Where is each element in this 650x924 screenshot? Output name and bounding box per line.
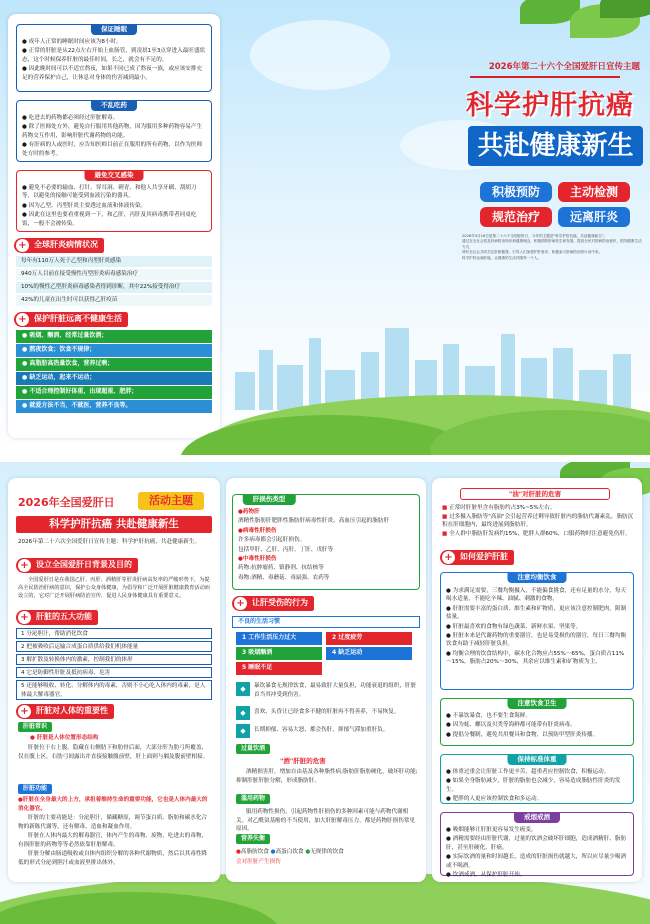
- unhealthy-item: ● 高脂肪高热量饮食，营养过剩；: [16, 358, 212, 371]
- section-header-care-liver: [440, 550, 514, 565]
- subheading-liver-function: 肝脏功能: [18, 784, 52, 794]
- damage-type-title: ●中毒性肝损伤: [238, 555, 277, 562]
- year-theme: 2026年第二十六个全国爱肝日宣传主题: [488, 62, 640, 72]
- pill-detection: 主动检测: [558, 182, 630, 202]
- liver-location-text: 肝脏位于右上腹，隐藏在右侧肋下和肋骨后面，大部分肝为肋弓所覆盖，仅在腹上区，右肋弓间露出并直接接触腹前壁，肝上面则与膈及腹前壁相接。: [18, 745, 209, 760]
- box-item: ● 因此晚时间可以不适宜熬夜，如果不同已成了熬夜一族，或应该安排充足的营养保护自己，让休息对身体的伤害减到最小。: [22, 66, 203, 81]
- section-title: 让肝受伤的行为: [252, 598, 308, 607]
- oil-harm-item: ■ 全人群中脂肪肝发病约15%，肥胖人群60%，口服药物时注意避免伤肝。: [442, 530, 631, 537]
- unhealthy-item: ● 熬夜饮食；饮食不规律；: [16, 344, 212, 357]
- section-header-importance: [16, 704, 114, 719]
- box-title: 戒烟戒酒: [514, 812, 560, 823]
- liver-location-heading: ● 肝脏是人体位置形态结构: [30, 735, 99, 741]
- function-item: 3 解扩散及转换体内的激素，控制我们的体形: [16, 654, 212, 665]
- box-item: ● 避免不必要的输血、打针、穿耳洞、刺青、和他人共享牙刷、刮胡刀等，以避免的接触可能受到血液污染的器具。: [22, 185, 197, 200]
- habit-item: 2 过度疲劳: [326, 632, 412, 645]
- box-item: ● 肝脏本来是代谢药物的重要器官，也是易受损伤的器官，每日三餐均衡饮食有助于减轻肝脏负担。: [446, 632, 627, 648]
- pill-prevention: 积极预防: [480, 182, 552, 202]
- event-theme-badge: 活动主题: [138, 492, 204, 510]
- front-panel: [0, 0, 650, 455]
- box-item: ● 不暴饮暴食，也不要生食海鲜。: [446, 713, 531, 719]
- oil-harm-list: [442, 504, 634, 539]
- box-title: 注意饮食卫生: [508, 698, 567, 709]
- stat-row: 每年有110万人死于乙型和丙型肝炎感染: [16, 256, 212, 268]
- section-header-protect-liver: [14, 312, 128, 327]
- habit-item: 1 工作生活压力过大: [236, 632, 322, 645]
- bullet-icon: ◆: [236, 682, 250, 696]
- drugs-text: 服用药物性损伤，引起药物性肝损伤的多种因素可能与药物代谢相关。对乙酰氨基酚的不当使用，加大肝脏解毒压力，都是药物肝损伤常见原因。: [236, 809, 416, 833]
- box-title: 不乱吃药: [91, 100, 137, 111]
- balanced-diet-box: [440, 572, 634, 690]
- oil-harm-item: ■ 正常时肝脏里含有脂肪约占3%~5%左右。: [442, 505, 556, 511]
- habit-item: 4 缺乏运动: [326, 647, 412, 660]
- box-item: ● 饮酒戒酒，从保护肝脏开始。: [446, 871, 526, 878]
- unhealthy-item: ● 吸烟、酗酒、经常过量饮酒；: [16, 330, 212, 343]
- bad-habit-text: 长期抑郁、容易大怒、都会伤肝，抑郁气滞加重肝负。: [254, 727, 389, 733]
- box-item: ● 除了医师处方外，避免自行服用其他药物，因为服用多种药物容易产生药物交互作用，影响肝脏代谢药物的功能。: [22, 124, 203, 139]
- subheading-nutrition: 营养失衡: [236, 834, 270, 844]
- quit-smoking-box: [440, 812, 634, 876]
- section-title: 保护肝脏远离不健康生活: [34, 314, 122, 323]
- plus-icon: +: [16, 239, 29, 252]
- stats-list: [16, 256, 212, 306]
- small-line: 通过在全社会普及肝病防治知识和健康理念，积极预防肝病发生和发展，提高全民对肝病防治意识，倡导健康生活方式，: [462, 239, 642, 249]
- box-item: ● 因为乙型、丙型肝炎主要透过血液和体液传染。: [22, 202, 147, 209]
- section-title: 如何爱护肝脏: [460, 552, 508, 561]
- nutrition-harm: 会对肝脏产生损伤: [236, 859, 281, 865]
- section-title: 设立全国爱肝日背景及目的: [36, 560, 132, 569]
- box-title: 肝损伤类型: [243, 494, 296, 505]
- bad-habit-text: 喜欢、头昏让已经食多不健的肝脏再不得善养，不易恢复。: [254, 709, 400, 715]
- box-title: 保持标准体重: [508, 754, 567, 765]
- box-item: ● 如果全身脂肪减少，肝脏的脂肪也会减少，容易造成脂肪性肝炎的发生。: [446, 778, 621, 793]
- function-item: 4 它是防御性肝脏及抵抗病毒、危害: [16, 667, 212, 678]
- pill-treatment: 规范治疗: [480, 207, 552, 227]
- damage-types-box: [232, 494, 420, 590]
- bullet-icon: ◆: [236, 706, 250, 720]
- box-item: ● 吃进去的药物都必须经过肝脏解毒。: [22, 115, 119, 121]
- damage-type-text: 药物:抗肿瘤药、镇静剂、抗结核等: [238, 565, 324, 572]
- box-item: ● 体重过重会让肝脏工作更辛苦，超重者应控制饮食，积极运动。: [446, 769, 610, 775]
- box-item: ● 因为蚝、螺以及贝类等海鲜都可能带有肝炎病毒。: [446, 722, 576, 729]
- plus-icon: +: [16, 313, 29, 326]
- box-item: ● 肝脏最喜欢的食物有绿色蔬菜、新鲜水果、坚果等。: [446, 623, 582, 630]
- unhealthy-item: ● 不适合理控制好体重，出现超重、肥胖；: [16, 386, 212, 399]
- background-text: 全国爱肝日是在我国乙肝、丙肝、酒精肝等肝炎肝病高发率的严峻形势下，为提高全民防治肝病的意识，保护公众身体健康，为倡导和广泛开展肝脏健康教育活动而设立的，它对广泛开展肝病防治宣传，促进人民身体健康具有重要意义。: [18, 577, 210, 600]
- small-line: 呼吁全社会共同关注肝脏健康，引导人们加强护肝意识，积极参与肝病防治的行动中来。: [462, 250, 603, 255]
- damage-type-text: 包括甲肝、乙肝、丙肝、丁肝、戊肝等: [238, 546, 334, 553]
- stat-row: 10%的慢性乙型肝炎病毒感染者得到诊断，其中22%接受得治疗: [16, 282, 212, 294]
- damage-type-text: 毒物:酒精、毒蘑菇、毒鼠强、农药等: [238, 574, 330, 581]
- liver-function-red: ●肝脏在全身最大的上方，承担着维持生命的重要功能，它也是人体内最大的消化器官。: [18, 797, 208, 812]
- bullet-icon: ◆: [236, 724, 250, 738]
- section-title: 肝脏对人体的重要性: [36, 706, 108, 715]
- box-item: ● 均衡合理的饮食结构中，碳水化合物应占55%～65%，蛋白质占11%～15%，脂肪占20%～30%，其余应以维生素和矿物质为主。: [446, 650, 625, 666]
- box-item: ● 实际饮酒的量和时间越长，造成的肝脏损伤就越大，所以应尽量少喝酒或不喝酒。: [446, 854, 627, 869]
- title-line-2: 共赴健康新生: [468, 126, 643, 166]
- box-item: ● 肥胖的人更应该控制饮食和多运动。: [446, 796, 543, 803]
- subheading-alcohol: 过量饮酒: [236, 744, 270, 754]
- box-item: ● 有肝病的人或医时，应告知医师目前正在服用的所有药物，以作为医师处方时的参考。: [22, 142, 203, 157]
- bad-habit-text: 暴饮暴食无规律饮食，最易致肝大量负担，功能衰退的组织，肝脏首当其冲受到伤害。: [254, 683, 417, 698]
- section-header-background: [16, 558, 138, 573]
- leaf-decoration: [600, 0, 650, 18]
- liver-detox-text: 肝脏在人体内最大的解毒器官，体内产生的毒物、废物，吃进去的毒物，有损肝脏的药物等等必然依靠肝脏解毒。: [18, 833, 208, 848]
- small-line: 2026年3月18日是第二十六个全国爱肝日，今年的主题是"科学护肝抗癌，共赴健康新生"。: [462, 234, 608, 238]
- damage-type-text: 酒精性脂肪肝肥胖性脂肪肝病毒性肝炎、高血压引起的脂肪肝: [238, 518, 390, 525]
- damage-type-title: ●病毒性肝损伤: [238, 527, 277, 534]
- alcohol-text: 酒精损害肝，增加自由基及各种脂性病;脂肪肝脂肪硬化，破坏肝功能;抑制肝脏肝脏分解，形成脂肪肝。: [236, 769, 418, 784]
- box-item: ● 成年人正常的睡眠时间应该为8小时。: [22, 39, 122, 45]
- box-item: ● 为求满足需要，三餐均衡摄入，不能偏食挑食，还有足量的水分，每天喝水适量，不能吃辛辣、油腻、刺激的食物。: [446, 588, 627, 603]
- habit-item: 5 睡眠不足: [236, 662, 322, 675]
- liver-metabolism-text: 肝脏分解由肠道吸收或自体内组织分解的各种代谢物质，然后以其毒性降低的形式分泌到胆汁或血液里排出体外。: [18, 851, 208, 866]
- function-item: 1 分泌胆汁，帮助消化饮食: [16, 628, 212, 639]
- damage-type-title: ●药物肝: [238, 509, 260, 515]
- weight-box: [440, 754, 634, 804]
- subheading-drugs: 滥用药物: [236, 794, 270, 804]
- nutrition-list: ●高脂肪饮食 ●高蛋白饮食 ●无规律的饮食: [236, 849, 344, 855]
- cloud: [250, 20, 390, 90]
- intro-text: 2026年第二十六次全国爱肝日宣传主题：科学护肝抗癌，共赴健康新生。: [18, 539, 201, 545]
- section-title: 全球肝炎病情状况: [34, 240, 98, 249]
- food-hygiene-box: [440, 698, 634, 746]
- box-title: 避免交叉感染: [85, 170, 144, 181]
- function-item: 5 还能够吸收、转化、分解体内的毒素，否则不小心吃入体内的毒素，是人体最大解毒器官。: [16, 680, 212, 700]
- box-item: ● 正常的肝脏是从22点左右开始上血肠管，到凌晨1至3点穿进入最旺盛状态，这个时候保养肝脏的最佳时间，长之，就会有不足的。: [22, 48, 206, 63]
- plus-icon: +: [442, 551, 455, 564]
- cover-small-text: [462, 234, 642, 261]
- section-header-five-functions: [16, 610, 98, 625]
- stat-row: 42%的儿童在出生时可以获得乙肝疫苗: [16, 295, 212, 307]
- subheading-liver-knowledge: 肝脏常识: [18, 722, 52, 732]
- oil-harm-item: ■ 过多摄入脂肪等"高油"会引起营养过剩导致肝脏内的脂肪代谢紊乱，脂肪沉积在肝细胞内，最终进展到脂肪肝。: [442, 513, 634, 529]
- box-title: 保证睡眠: [91, 24, 137, 35]
- section-title: 肝脏的五大功能: [36, 612, 92, 621]
- bad-habits-title: 不良的生活习惯: [232, 616, 420, 628]
- box-title: 注意均衡饮食: [508, 572, 567, 583]
- plus-icon: +: [18, 611, 31, 624]
- liver-function-text: 肝脏的主要功能是：分泌胆汁，储藏糖原，调节蛋白质、脂肪和碳水化合物的新陈代谢等，还有解毒、造血和凝血作用。: [18, 815, 208, 830]
- damage-type-text: 许多病毒都会引起肝损伤。: [238, 537, 306, 544]
- theme-banner: 科学护肝抗癌 共赴健康新生: [16, 516, 212, 533]
- unhealthy-item: ● 缺乏运动，起来不运动；: [16, 372, 212, 385]
- title-line-1: 科学护肝抗癌: [466, 90, 634, 121]
- plus-icon: +: [18, 705, 31, 718]
- infection-box: [16, 170, 212, 232]
- sleep-box: [16, 24, 212, 92]
- habit-item: 3 吸烟酗酒: [236, 647, 322, 660]
- box-item: ● 提倡分餐制，避免共用餐具和食物，以预防甲型肝炎传播。: [446, 731, 599, 738]
- unhealthy-item: ● 就爱方法不当，不就医，营养不良等。: [16, 400, 212, 413]
- function-item: 2 把被吸收后运输合成蛋白质供给我们机体能量: [16, 641, 212, 652]
- box-item: ● 因此在这里也要看重视到一下，和乙肝，丙肝及其病毒携带者同桌吃饭，一般不会被传染。: [22, 212, 197, 227]
- box-item: ● 酒精需要经由肝脏代谢，过量的饮酒会破坏肝细胞，造成酒精肝、脂肪肝，甚至肝硬化、肝癌。: [446, 836, 627, 851]
- event-year-title: 2026年全国爱肝日: [18, 496, 115, 509]
- alcohol-harm-title: "酒"肝脏的危害: [280, 757, 326, 765]
- section-header-harmful-behavior: [232, 596, 314, 611]
- small-line: 科学护肝远离肝癌，让健康的生活伴随每一个人。: [462, 255, 542, 260]
- plus-icon: +: [234, 597, 247, 610]
- pill-away: 远离肝炎: [558, 207, 630, 227]
- inner-panel: [0, 462, 650, 924]
- unhealthy-list: [16, 330, 212, 414]
- stat-row: 940万人目前在接受慢性丙型肝炎病毒感染治疗: [16, 269, 212, 281]
- no-drugs-box: [16, 100, 212, 162]
- box-item: ● 肝脏需要丰富的蛋白质、维生素和矿物质，更应该注意控制肥肉，限制盐量。: [446, 605, 627, 621]
- box-item: ● 吸烟能够让肝脏更容易发生癌变。: [446, 827, 537, 833]
- oil-harm-title: "油"对肝脏的危害: [460, 488, 610, 500]
- plus-icon: +: [18, 559, 31, 572]
- section-header-global-hepatitis: [14, 238, 104, 253]
- divider: [470, 76, 620, 78]
